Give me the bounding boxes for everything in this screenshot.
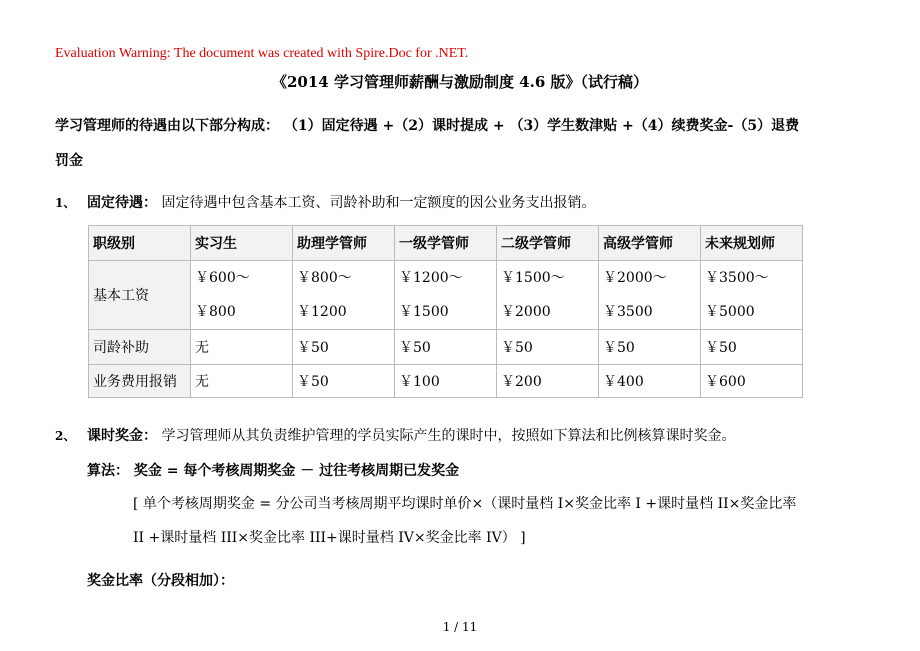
table-row bbox=[89, 330, 803, 365]
header-cell: 高级学管师 bbox=[599, 226, 701, 261]
formula-line-1: [ 单个考核周期奖金 = 分公司当考核周期平均课时单价×（课时量档 I×奖金比率 I +课时量档 II×奖金比率 bbox=[133, 496, 797, 512]
salary-table bbox=[88, 225, 803, 398]
table-row bbox=[89, 261, 803, 330]
table-cell: ￥1500～ ￥2000 bbox=[497, 261, 599, 330]
table-cell: ￥3500～ ￥5000 bbox=[701, 261, 803, 330]
section-label: 课时奖金： bbox=[87, 428, 157, 444]
section-number: 2、 bbox=[55, 429, 76, 443]
page-number: 1 / 11 bbox=[442, 620, 478, 634]
table-cell: ￥1200～ ￥1500 bbox=[395, 261, 497, 330]
formula-line-2: II +课时量档 III×奖金比率 III+课时量档 IV×奖金比率 IV） ] bbox=[133, 530, 526, 546]
table-cell: ￥800～ ￥1200 bbox=[293, 261, 395, 330]
algorithm-line: 算法： 奖金 = 每个考核周期奖金 － 过往考核周期已发奖金 bbox=[87, 463, 460, 479]
table-cell: ￥50 bbox=[599, 330, 701, 365]
header-cell: 职级别 bbox=[89, 226, 191, 261]
row-label: 基本工资 bbox=[89, 261, 191, 330]
intro-line-2: 罚金 bbox=[55, 153, 83, 169]
row-label: 司龄补助 bbox=[89, 330, 191, 365]
table-cell: ￥600～ ￥800 bbox=[191, 261, 293, 330]
header-cell: 助理学管师 bbox=[293, 226, 395, 261]
table-cell: ￥50 bbox=[497, 330, 599, 365]
table-cell: ￥200 bbox=[497, 365, 599, 398]
evaluation-warning: Evaluation Warning: The document was created with Spire.Doc for .NET. bbox=[55, 46, 469, 61]
table-row bbox=[89, 365, 803, 398]
table-cell: ￥400 bbox=[599, 365, 701, 398]
table-cell: ￥50 bbox=[293, 365, 395, 398]
table-cell: 无 bbox=[191, 365, 293, 398]
table-cell: ￥50 bbox=[701, 330, 803, 365]
table-cell: ￥50 bbox=[395, 330, 497, 365]
header-cell: 未来规划师 bbox=[701, 226, 803, 261]
table-cell: 无 bbox=[191, 330, 293, 365]
header-cell: 二级学管师 bbox=[497, 226, 599, 261]
intro-line-1: 学习管理师的待遇由以下部分构成： （1）固定待遇 +（2）课时提成 + （3）学生数津贴 +（4）续费奖金-（5）退费 bbox=[55, 118, 800, 134]
table-header-row bbox=[89, 226, 803, 261]
header-cell: 实习生 bbox=[191, 226, 293, 261]
header-cell: 一级学管师 bbox=[395, 226, 497, 261]
section-text: 固定待遇中包含基本工资、司龄补助和一定额度的因公业务支出报销。 bbox=[161, 195, 596, 211]
row-label: 业务费用报销 bbox=[89, 365, 191, 398]
section-label: 固定待遇： bbox=[87, 195, 157, 211]
document-title: 《2014 学习管理师薪酬与激励制度 4.6 版》（试行稿） bbox=[271, 73, 648, 91]
table-cell: ￥50 bbox=[293, 330, 395, 365]
section-number: 1、 bbox=[55, 196, 76, 210]
section-text: 学习管理师从其负责维护管理的学员实际产生的课时中，按照如下算法和比例核算课时奖金。 bbox=[161, 428, 736, 444]
table-cell: ￥2000～ ￥3500 bbox=[599, 261, 701, 330]
table-cell: ￥600 bbox=[701, 365, 803, 398]
table-cell: ￥100 bbox=[395, 365, 497, 398]
ratio-heading: 奖金比率（分段相加）： bbox=[87, 573, 234, 589]
section-1 bbox=[55, 192, 595, 212]
section-2 bbox=[55, 425, 735, 445]
